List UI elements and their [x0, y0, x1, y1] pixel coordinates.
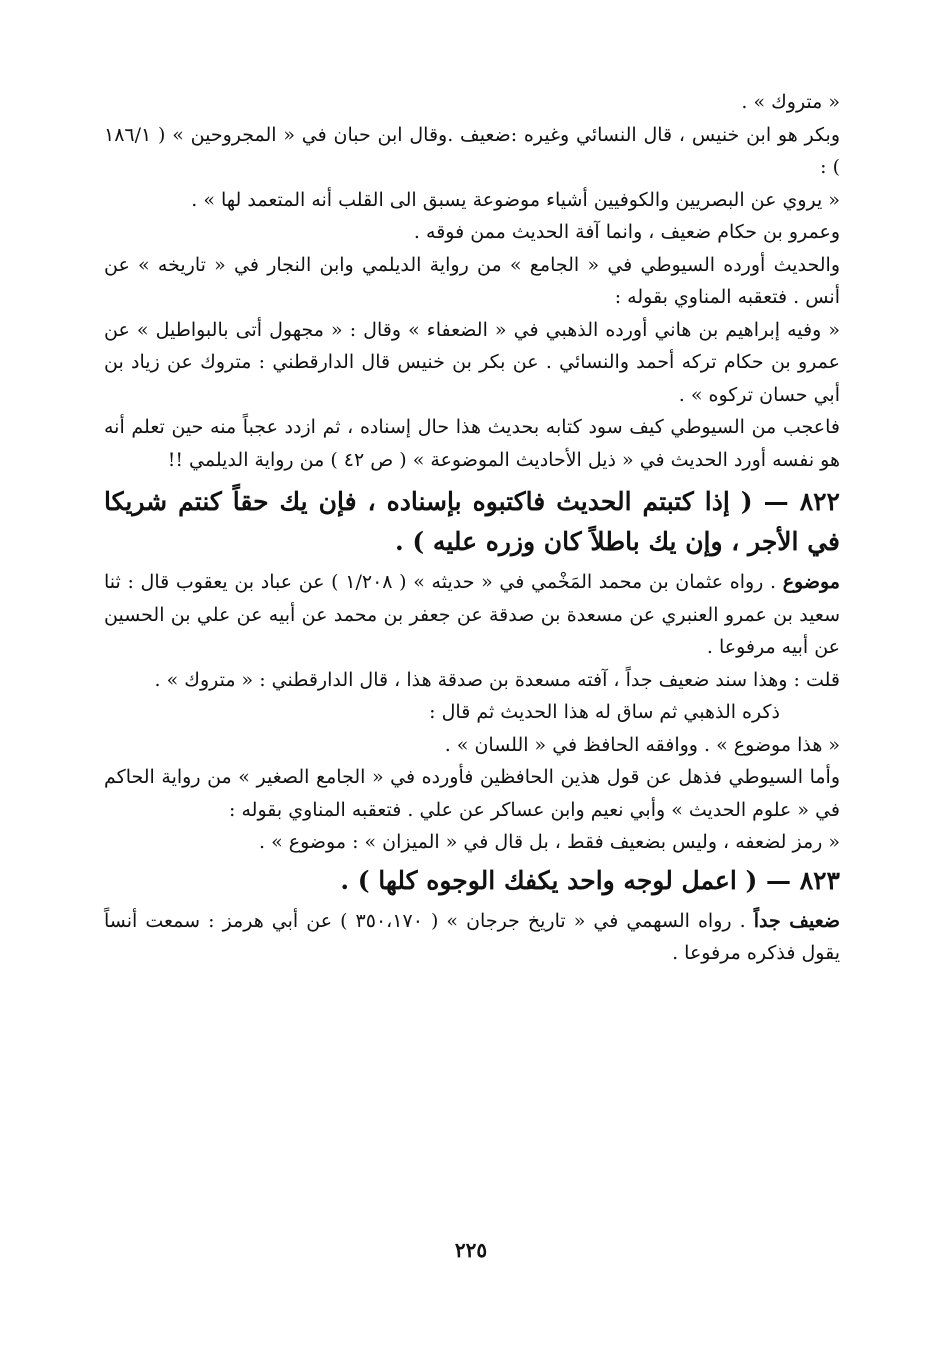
paragraph-8-text: . رواه عثمان بن محمد المَخْمي في « حديثه » ( ١/٢٠٨ ) عن عباد بن يعقوب قال : ثنا سعيد بن عمرو العنبري عن مسعدة بن صدقة عن جعفر بن محمد عن أبيه عن علي بن الحسين عن أبيه مرفوعا .: [104, 571, 840, 658]
paragraph-14: [104, 905, 840, 970]
main-text: [104, 86, 840, 970]
paragraph-8: [104, 566, 840, 664]
paragraph-14-text: . رواه السهمي في « تاريخ جرجان » ( ٣٥٠،١٧٠ ) عن أبي هرمز : سمعت أنساً يقول فذكره مرفوعا .: [104, 909, 840, 964]
hadith-heading-823: ٨٢٣ — ( اعمل لوجه واحد يكفك الوجوه كلها ) .: [340, 865, 840, 895]
page-number: ٢٢٥: [454, 1238, 488, 1262]
paragraph-13: « رمز لضعفه ، وليس بضعيف فقط ، بل قال في « الميزان » : موضوع » .: [259, 831, 840, 853]
paragraph-2: وبكر هو ابن خنيس ، قال النسائي وغيره :ضعيف .وقال ابن حبان في « المجروحين » ( ١٨٦/١ ) :: [104, 123, 840, 178]
paragraph-1: « متروك » .: [741, 91, 840, 113]
paragraph-4: وعمرو بن حكام ضعيف ، وانما آفة الحديث ممن فوقه .: [413, 221, 840, 243]
paragraph-9: قلت : وهذا سند ضعيف جداً ، آفته مسعدة بن صدقة هذا ، قال الدارقطني : « متروك » .: [154, 668, 840, 691]
paragraph-12: وأما السيوطي فذهل عن قول هذين الحافظين فأورده في « الجامع الصغير » من رواية الحاكم في « علوم الحديث » وأبي نعيم وابن عساكر عن علي . فتعقبه المناوي بقوله :: [104, 766, 840, 821]
paragraph-6: « وفيه إبراهيم بن هاني أورده الذهبي في « الضعفاء » وقال : « مجهول أتى بالبواطيل » عن عمرو بن حكام تركه أحمد والنسائي . عن بكر بن خنيس قال الدارقطني : متروك عن زياد بن أبي حسان تركوه » .: [104, 318, 840, 406]
paragraph-11: « هذا موضوع » . ووافقه الحافظ في « اللسان » .: [444, 733, 840, 756]
paragraph-5: والحديث أورده السيوطي في « الجامع » من رواية الديلمي وابن النجار في « تاريخه » عن أنس . فتعقبه المناوي بقوله :: [104, 253, 840, 308]
grade-label: ضعيف جداً: [753, 909, 841, 932]
hadith-heading-822: ٨٢٢ — ( إذا كتبتم الحديث فاكتبوه بإسناده ، فإن يك حقاً كنتم شريكا في الأجر ، وإن يك باطلاً كان وزره عليه ) .: [104, 487, 840, 556]
paragraph-7: فاعجب من السيوطي كيف سود كتابه بحديث هذا حال إسناده ، ثم ازدد عجباً منه حين تعلم أنه هو نفسه أورد الحديث في « ذيل الأحاديث الموضوعة » ( ص ٤٢ ) من رواية الديلمي !!: [104, 416, 840, 471]
paragraph-10: ذكره الذهبي ثم ساق له هذا الحديث ثم قال :: [429, 701, 780, 723]
grade-label: موضوع: [782, 571, 840, 593]
paragraph-3: « يروي عن البصريين والكوفيين أشياء موضوعة يسبق الى القلب أنه المتعمد لها » .: [191, 188, 840, 211]
